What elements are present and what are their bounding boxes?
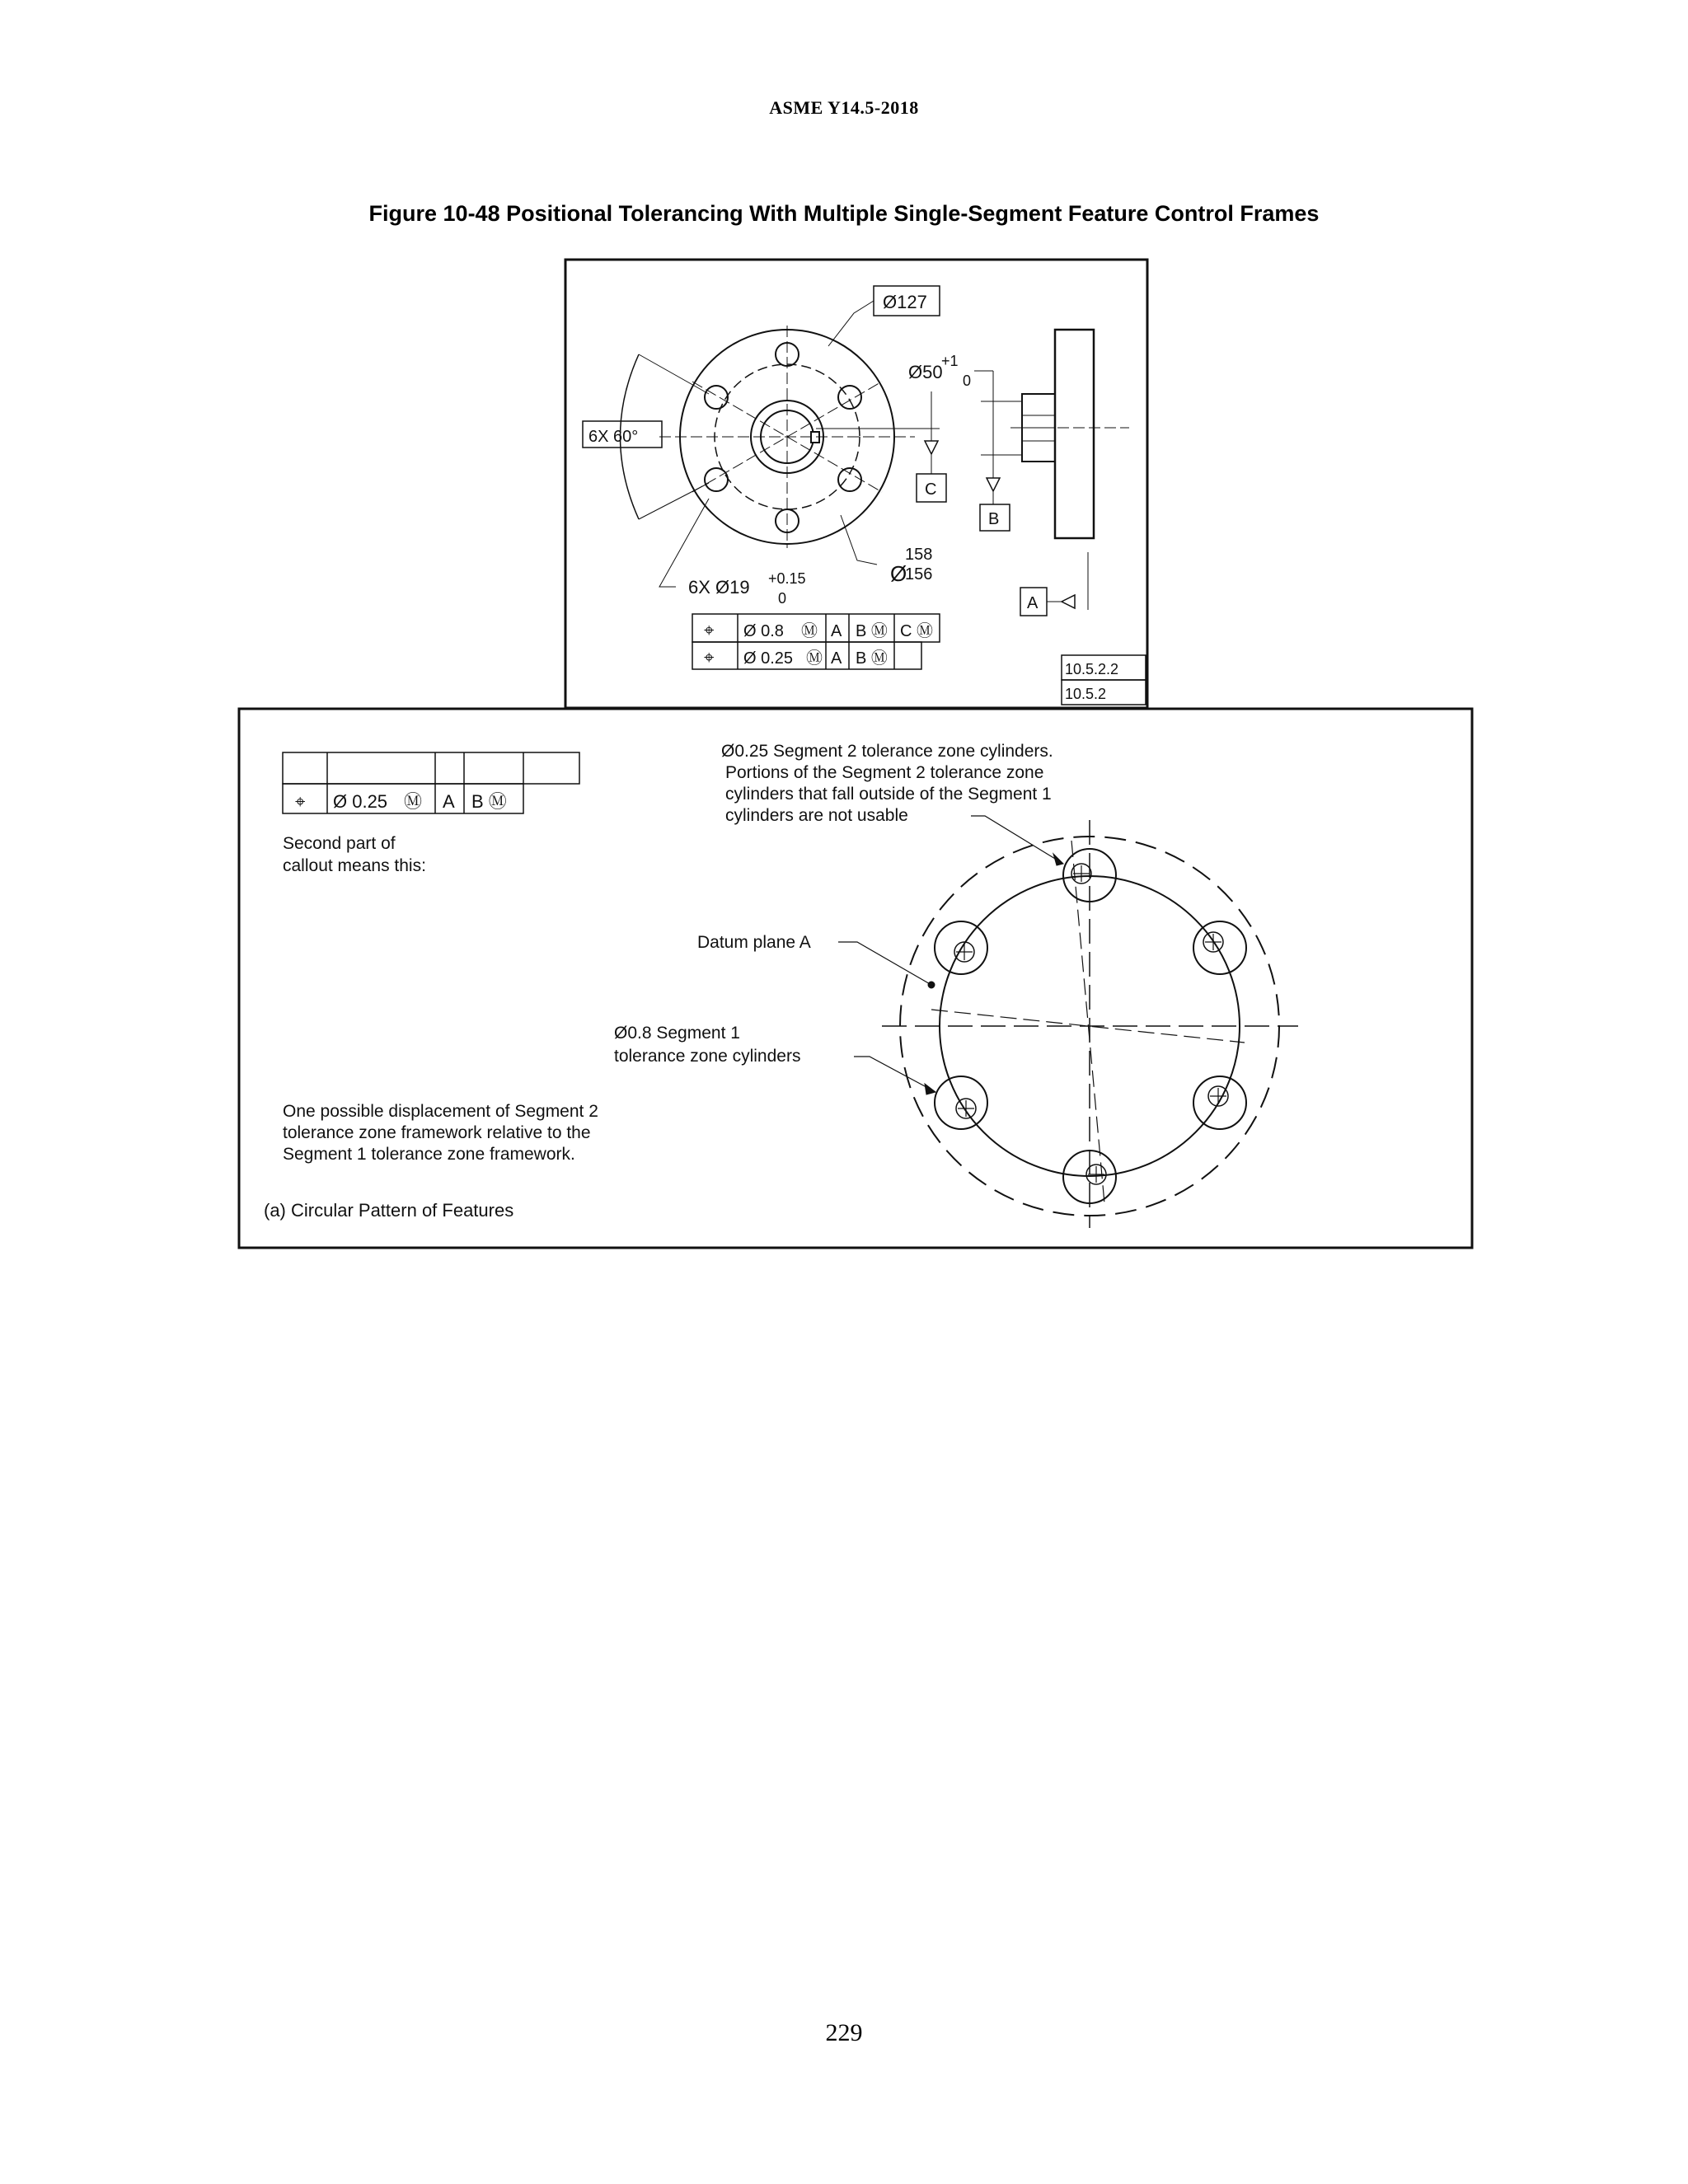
fcf-b-modifier: Ⓜ bbox=[404, 791, 423, 812]
dim-bore-tol-lower: 0 bbox=[963, 373, 972, 389]
dim-outer-symbol: Ø bbox=[890, 561, 907, 586]
datum-a-label: A bbox=[1027, 594, 1039, 612]
fcf2-datum2: B Ⓜ bbox=[856, 649, 888, 668]
fcf-bottom bbox=[283, 752, 579, 813]
hole-6 bbox=[705, 386, 728, 409]
displacement-line2: tolerance zone framework relative to the bbox=[283, 1123, 591, 1142]
side-plate bbox=[1055, 330, 1094, 538]
page-header: ASME Y14.5-2018 bbox=[769, 97, 919, 118]
seg2-note-line2: Portions of the Segment 2 tolerance zone bbox=[725, 763, 1044, 782]
dim-bore-tol-upper: +1 bbox=[941, 353, 959, 369]
datum-b-label: B bbox=[988, 510, 1000, 528]
hole-5 bbox=[705, 468, 728, 491]
fcf1-tolerance: Ø 0.8 bbox=[743, 622, 784, 640]
fcf1-datum1: A bbox=[831, 622, 842, 640]
figure-caption: (a) Circular Pattern of Features bbox=[264, 1200, 514, 1221]
dim-outer-lower: 156 bbox=[905, 565, 933, 583]
displacement-line3: Segment 1 tolerance zone framework. bbox=[283, 1145, 575, 1164]
ref-1: 10.5.2.2 bbox=[1065, 661, 1119, 677]
hole-callout-text: 6X Ø19 bbox=[688, 577, 750, 598]
datum-c-label: C bbox=[925, 480, 937, 499]
fcf1-modifier: Ⓜ bbox=[801, 622, 818, 640]
fcf-b-datum2: B Ⓜ bbox=[471, 791, 507, 812]
fcf1-datum3: C Ⓜ bbox=[900, 622, 933, 640]
fcf2-tolerance: Ø 0.25 bbox=[743, 649, 794, 668]
fcf1-symbol: ⌖ bbox=[704, 620, 715, 640]
fcf2-symbol: ⌖ bbox=[704, 647, 715, 668]
displacement-line1: One possible displacement of Segment 2 bbox=[283, 1102, 598, 1121]
second-part-line1: Second part of bbox=[283, 834, 396, 853]
ref-2: 10.5.2 bbox=[1065, 686, 1107, 702]
hole-tol-upper: +0.15 bbox=[768, 570, 806, 587]
dim-bore-text: Ø50 bbox=[908, 362, 943, 382]
top-frame bbox=[565, 260, 1147, 708]
seg2-note-line1: Ø0.25 Segment 2 tolerance zone cylinders. bbox=[721, 742, 1053, 761]
angle-text: 6X 60° bbox=[588, 428, 639, 446]
fcf-b-datum1: A bbox=[443, 791, 455, 812]
fcf1-datum2: B Ⓜ bbox=[856, 622, 888, 640]
fcf2-modifier: Ⓜ bbox=[806, 649, 823, 668]
hole-3 bbox=[838, 468, 861, 491]
figure-title: Figure 10-48 Positional Tolerancing With Multiple Single-Segment Feature Control Frames bbox=[368, 201, 1320, 226]
hole-tol-lower: 0 bbox=[778, 590, 787, 607]
page-number: 229 bbox=[825, 2019, 863, 2046]
seg1-line1: Ø0.8 Segment 1 bbox=[614, 1024, 740, 1043]
second-part-line2: callout means this: bbox=[283, 856, 426, 875]
datum-plane-text: Datum plane A bbox=[697, 933, 811, 952]
seg2-note-line3: cylinders that fall outside of the Segment 1 bbox=[725, 785, 1052, 804]
dim-outer-upper: 158 bbox=[905, 546, 933, 564]
dim-127-text: Ø127 bbox=[883, 292, 927, 312]
top-drawing bbox=[565, 260, 1147, 708]
fcf-b-tolerance: Ø 0.25 bbox=[333, 791, 388, 812]
seg2-note-line4: cylinders are not usable bbox=[725, 806, 908, 825]
seg1-line2: tolerance zone cylinders bbox=[614, 1047, 801, 1066]
fcf2-datum1: A bbox=[831, 649, 842, 668]
fcf-b-symbol: ⌖ bbox=[295, 791, 306, 812]
